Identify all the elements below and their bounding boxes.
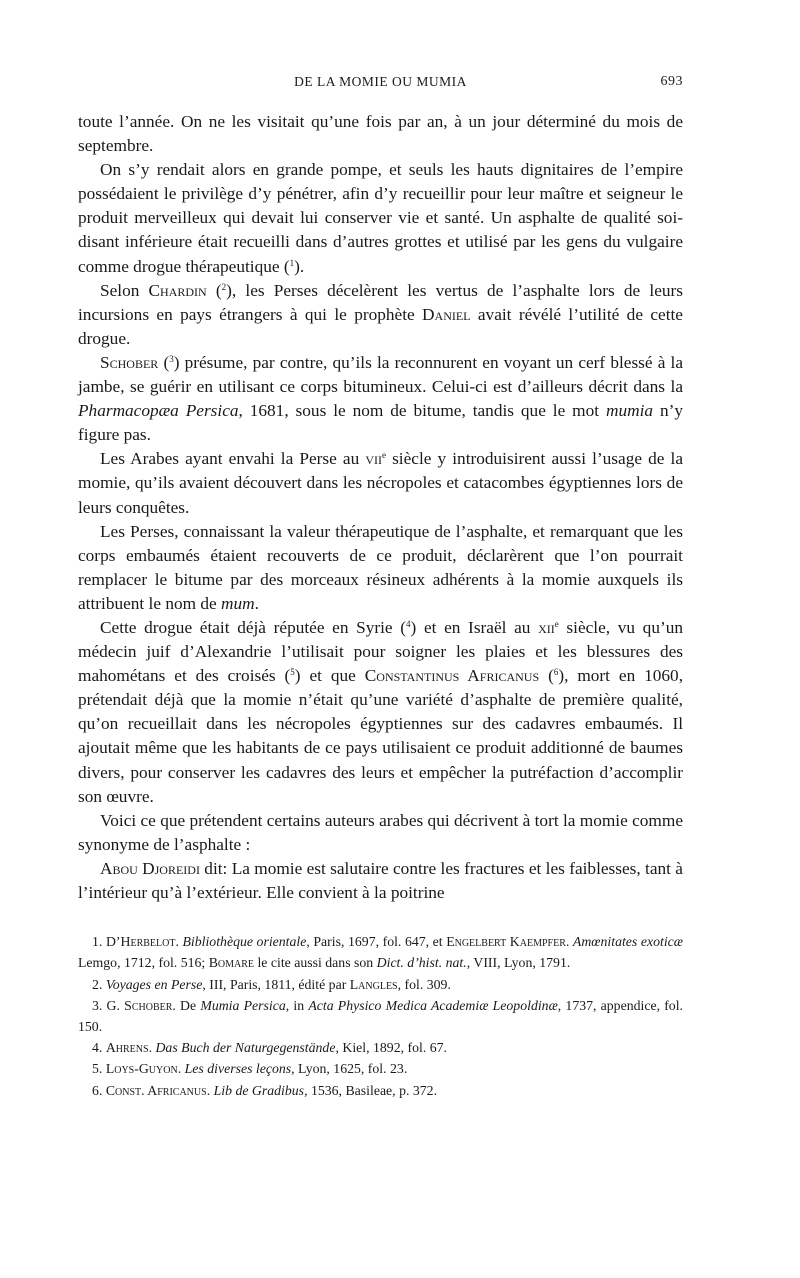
paragraph-7-text-b: ) et en Israël au (410, 617, 539, 637)
footnote-3-schober: Schober (124, 997, 173, 1013)
footnote-1-title: Bibliothèque orientale (182, 934, 307, 950)
title-pharmacopaea: Pharmacopæa Persica (78, 401, 239, 421)
paragraph-1-text: toute l’année. On ne les visitait qu’une fois par an, à un jour déterminé du mois de septembre. (78, 112, 683, 156)
paragraph-6-text-b: . (254, 593, 259, 613)
paragraph-6-text-a: Les Perses, connaissant la valeur thérapeutique de l’asphalte, et remarquant que les corps embaumés étaient recouverts de ce produit, déclarèrent que l’on pourrait remplacer le bitume par des morceaux résineux adhérents à la momie auxquels ils attribuent le nom de (78, 521, 683, 613)
author-constantinus: Constantinus Africanus (364, 666, 540, 686)
paragraph-5-text-b: siècle y introduisirent aussi l’usage de la momie, qu’ils avaient découvert dans les nécropoles et catacombes égyptiennes lors de leurs conquêtes. (78, 449, 683, 517)
footnote-4-text-b: , Kiel, 1892, fol. 67. (335, 1040, 447, 1056)
paragraph-8-text: Voici ce que prétendent certains auteurs arabes qui décrivent à tort la momie comme synonyme de l’asphalte : (78, 810, 683, 854)
footnote-ref-2: 2 (221, 281, 227, 292)
footnote-4 (78, 1037, 683, 1058)
footnote-1-title-2: Amœnitates exoticæ (572, 934, 683, 950)
paragraph-4-text-d: n’y figure pas. (78, 401, 683, 445)
footnotes (78, 931, 683, 1101)
running-header (78, 70, 683, 96)
footnote-1-text-c: . (565, 934, 573, 950)
main-text (78, 110, 683, 905)
paragraph-3-text-c: ), les Perses décelèrent les vertus de l’asphalte lors de leurs incursions en pays étrangers à qui le prophète (78, 280, 683, 324)
paragraph-5-text-a: Les Arabes ayant envahi la Perse au (100, 449, 366, 469)
paragraph-3 (78, 279, 683, 351)
footnote-3-acta: Acta Physico Medica Academiæ Leopoldinæ (308, 997, 558, 1013)
footnote-4-number: 4. (92, 1040, 103, 1056)
paragraph-8 (78, 809, 683, 857)
footnote-6-author: Const. Africanus (105, 1082, 207, 1098)
term-mumia: mumia (605, 401, 654, 421)
author-chardin: Chardin (148, 280, 207, 300)
paragraph-2 (78, 158, 683, 278)
paragraph-1 (78, 110, 683, 158)
footnote-1-text-e: le cite aussi dans son (254, 955, 377, 971)
footnote-4-sep: . (148, 1040, 156, 1056)
paragraph-7-text-a: Cette drogue était déjà réputée en Syrie ( (100, 617, 407, 637)
paragraph-3-text: Selon (100, 280, 149, 300)
paragraph-5 (78, 447, 683, 519)
footnote-1-author: D’Herbelot (105, 934, 176, 950)
footnote-1-kaempfer: Engelbert Kaempfer (446, 934, 566, 950)
footnote-2-langles: Langles (349, 976, 398, 992)
paragraph-4-text-b: ) présume, par contre, qu’ils la reconnurent en voyant un cerf blessé à la jambe, se guérir en utilisant ce corps bitumineux. Celui-ci est d’ailleurs décrit dans la (78, 352, 683, 397)
footnote-3-text-b: . De (172, 997, 201, 1013)
paragraph-2-text: On s’y rendait alors en grande pompe, et seuls les hauts dignitaires de l’empire possédaient le privilège d’y pénétrer, afin d’y recueillir pour leur maître et seigneur le produit merveilleux qui devait lui conserver vie et santé. Un asphalte de qualité soi-disant inférieure était recueilli dans d’autres grottes et utilisé par les gens du vulgaire comme drogue thérapeutique ( (78, 160, 683, 276)
page-number: 693 (660, 74, 683, 89)
footnote-4-ahrens: Ahrens (105, 1040, 149, 1056)
footnote-5-text-b: , Lyon, 1625, fol. 23. (291, 1061, 408, 1077)
footnote-ref-6: 6 (553, 667, 559, 678)
footnote-1-text-d: Lemgo, 1712, fol. 516; (78, 955, 209, 971)
footnote-ref-3: 3 (169, 353, 174, 364)
author-abou-djoreidi: Abou Djoreidi (100, 858, 200, 878)
footnote-1-number: 1. (92, 934, 103, 950)
paragraph-7-text-f: ), mort en 1060, prétendait déjà que la momie n’était qu’une variété d’asphalte de première qualité, qu’on recueillait dans les nécropoles égyptiennes sur des cadavres embaumés. Il ajoutait même que les habitants de ce pays utilisaient ce produit additionné de baumes divers, pour conserver les cadavres des leurs et empêcher la putréfaction d’accomplir son œuvre. (78, 666, 684, 806)
paragraph-2-end: ). (294, 256, 305, 276)
footnote-5-number: 5. (92, 1061, 103, 1077)
author-schober: Schober (100, 352, 159, 372)
paragraph-3-text-b: ( (206, 280, 222, 300)
footnote-3 (78, 995, 683, 1037)
footnote-3-text-d: , 1737, appendice, fol. 150. (78, 997, 683, 1034)
century-suffix: e (381, 450, 386, 461)
footnote-3-text-c: , in (285, 997, 309, 1013)
paragraph-9-text: dit: La momie est salutaire contre les fractures et les faiblesses, tant à l’intérieur qu’à l’extérieur. Elle convient à la poitrine (78, 858, 683, 902)
footnote-1-sep: . (175, 934, 183, 950)
footnote-2-title: Voyages en Perse (105, 976, 203, 992)
paragraph-4 (78, 351, 683, 447)
paragraph-3-text-d: avait révélé l’utilité de cette drogue. (78, 304, 683, 348)
footnote-4-title: Das Buch der Naturgegenstände (155, 1040, 336, 1056)
footnote-1-text-b: , Paris, 1697, fol. 647, et (306, 934, 447, 950)
paragraph-9 (78, 857, 683, 905)
paragraph-7-text-e: ( (539, 666, 554, 686)
term-mum: mum (221, 593, 255, 613)
footnote-ref-4: 4 (406, 618, 411, 629)
paragraph-4-text-a: ( (158, 352, 170, 372)
footnote-1-text-f: , VIII, Lyon, 1791. (466, 955, 571, 971)
footnote-1-dict: Dict. d’hist. nat. (376, 955, 467, 971)
footnote-3-text-a: G. (102, 997, 125, 1013)
running-title: DE LA MOMIE OU MUMIA (294, 74, 467, 89)
footnote-5 (78, 1058, 683, 1079)
paragraph-7 (78, 616, 683, 809)
paragraph-7-text-d: ) et que (294, 666, 365, 686)
footnote-5-sep: . (177, 1061, 185, 1077)
footnote-ref-5: 5 (290, 667, 295, 678)
footnote-6-text-b: , 1536, Basileae, p. 372. (304, 1082, 438, 1098)
footnote-2 (78, 974, 683, 995)
paragraph-7-text-c: siècle, vu qu’un médecin juif d’Alexandrie l’utilisait pour soigner les plaies et les blessures des mahométans et des croisés ( (78, 617, 683, 686)
book-page (78, 70, 683, 1101)
footnote-2-text-b: , fol. 309. (397, 976, 451, 992)
footnote-6-sep: . (206, 1082, 214, 1098)
footnote-6-title: Lib de Gradibus (213, 1082, 305, 1098)
century-vii: vii (365, 449, 382, 469)
footnote-2-number: 2. (92, 976, 103, 992)
paragraph-6 (78, 520, 683, 616)
footnote-1-bomare: Bomare (208, 955, 255, 971)
footnote-5-author: Loys-Guyon (105, 1061, 178, 1077)
century-xii: xii (538, 617, 555, 637)
footnote-6 (78, 1080, 683, 1101)
name-daniel: Daniel (422, 304, 471, 324)
footnote-1 (78, 931, 683, 973)
footnote-ref-1: 1 (289, 257, 295, 268)
footnote-6-number: 6. (92, 1082, 103, 1098)
footnote-3-title: Mumia Persica (200, 997, 286, 1013)
footnote-5-title: Les diverses leçons (184, 1061, 292, 1077)
footnote-3-number: 3. (92, 997, 103, 1013)
century-suffix-2: e (554, 618, 559, 629)
footnote-2-text-a: , III, Paris, 1811, édité par (202, 976, 350, 992)
paragraph-4-text-c: , 1681, sous le nom de bitume, tandis que le mot (238, 401, 606, 421)
